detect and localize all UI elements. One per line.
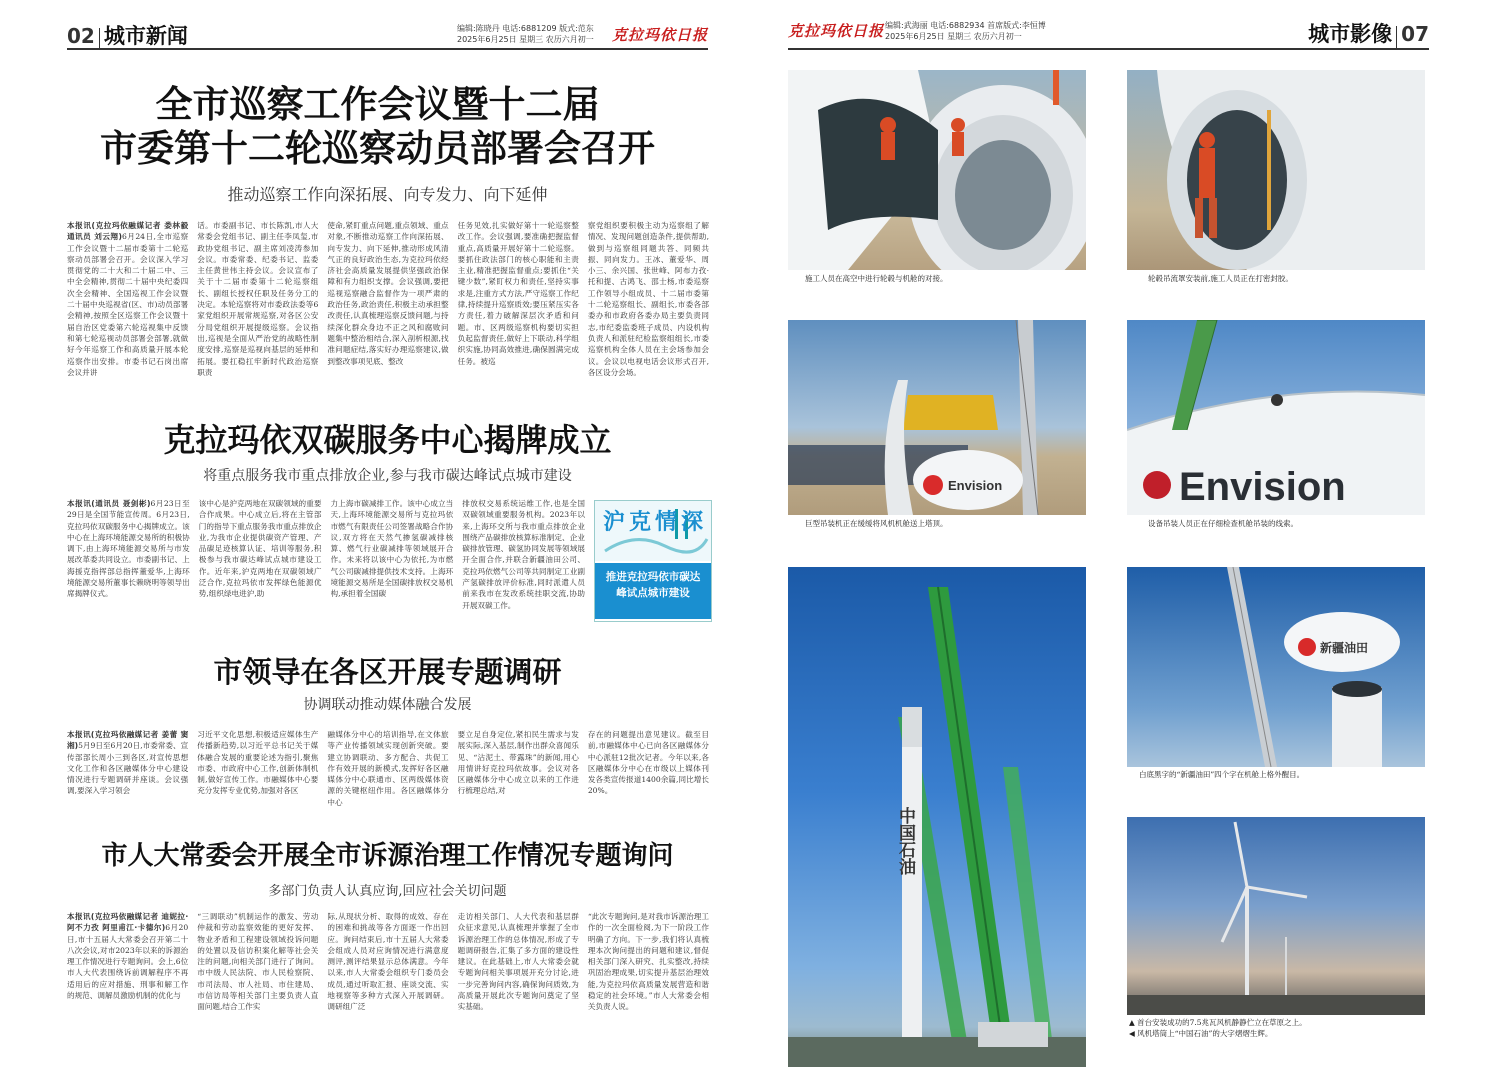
article4-col-2: “三调联动”机制运作的激发、劳动仲裁和劳动监察效能的更好发挥、物业矛盾和工程建设领域投诉问题的处置以及信访积案化解等社会关注的问题,向相关部门进行了询问。市中级人民法院、市人民检察院、市司法局、市人社局、市住建局、市信访局等相关部门主要负责人直面问题,结合工作实 [197, 912, 319, 1012]
article3-col-3: 融媒体分中心的培训指导,在文体旅等产业传播领域实现创新突破。要建立协调联动、多方配合、共促工作有效开展的新模式,发挥好各区融媒体分中心联通市、区两级媒体资源的关键枢纽作用。各区融媒体分中心 [327, 730, 449, 807]
caption-3: 巨型吊装机正在缓缓将风机机舱送上塔顶。 [805, 519, 948, 528]
photo-turbine-art [1127, 817, 1425, 1015]
article3-text-1: 5月9日至6月20日,市委常委、宣传部部长周小三到各区,对宣传思想文化工作和各区融媒体分中心建设情况进行专题调研并座谈。会议强调,要深入学习领会 [67, 741, 189, 796]
editor-meta [457, 23, 594, 45]
article3-col-5: 存在的问题提出意见建议。截至目前,市融媒体中心已向各区融媒体分中心派驻12批次记者。今年以来,各区融媒体分中心在市级以上媒体刊发各类宣传报道1400余篇,同比增长20%。 [587, 730, 710, 796]
article3-byline: 本报讯(克拉玛依融媒记者 姜蕾 窦湘) [67, 730, 189, 751]
photo-crane-nacelle [788, 320, 1086, 515]
article4-col-1 [67, 911, 188, 1046]
article1-title-line2: 市委第十二轮巡察动员部署会召开 [100, 127, 655, 170]
caption-2: 轮毂吊流罩安装前,施工人员正在打密封胶。 [1148, 274, 1293, 283]
page-number: 02 [67, 24, 95, 48]
badge-text: 推进克拉玛依市碳达峰试点城市建设 [595, 563, 711, 619]
article3-title: 市领导在各区开展专题调研 [213, 655, 562, 689]
article4-title: 市人大常委会开展全市诉源治理工作情况专题询问 [101, 841, 674, 871]
photo-turbine [1127, 817, 1425, 1015]
article1-col-1 [67, 220, 188, 390]
article4-byline: 本报讯(克拉玛依融媒记者 迪妮拉·阿不力孜 阿里甫江·卡德尔) [67, 912, 189, 933]
left-header [67, 14, 708, 50]
photo-tower-crane-art [788, 567, 1086, 1067]
column-badge [594, 500, 712, 622]
article1-title [0, 83, 755, 171]
article2-col-4: 排放权交易系统运维工作,也是全国双碳领域重要服务机构。2023年以来,上海环交所与我市重点排放企业围绕产品碳排放核算标准制定、企业碳排放管理、碳氢协同发展等领域展开全面合作,并联合新疆油田公司、克拉玛依燃气公司等共同制定工业副产氢碳排放评价标准,同时派遣人员前来我市在发改系统挂职交流,协助开展双碳工作。 [462, 499, 585, 610]
section-name-right: 城市影像 [1308, 21, 1393, 46]
tower-text: 中国石油 [895, 807, 915, 875]
photo-envision-nacelle-art [1127, 320, 1425, 515]
article2-body [67, 498, 585, 623]
page-number-right: 07 [1401, 22, 1429, 46]
caption-4: 设备吊装人员正在仔细检查机舱吊装的线索。 [1148, 519, 1298, 528]
article1-col-4: 任务见效,扎实做好第十一轮巡察整改工作。会议强调,要准确把握监督重点,高质量开展好第十二轮巡察。要抓住政法部门的核心职能和主责主业,精准把握监督重点;要抓住“关键少数”,紧盯权力和责任,坚持实事求是,注重方式方法,严守巡察工作纪律,持续提升巡察质效;要压紧压实各方责任,着力破解深层次矛盾和问题。市、区两级巡察机构要切实担负起监督责任,做好上下联动,科学组织实施,协同高效推进,确保圆满完成任务。被巡 [457, 221, 579, 366]
photo-sealing-art [1127, 70, 1425, 270]
nacelle-brand-2: Envision [1179, 465, 1346, 509]
article2-col-1 [67, 498, 190, 623]
badge-title: 沪克情深 [603, 509, 708, 535]
article1-text-1: 6月24日,全市巡察工作会议暨十二届市委第十二轮巡察动员部署会召开。会议深入学习贯彻党的二十大和二十届二中、三中全会精神,贯彻二十届中央纪委四次全会精神、全国巡视工作会议暨二十届中央巡视省(区、市)动员部署会精神,按照全区巡察工作会议暨十届自治区党委第六轮巡视集中反馈和第七轮巡视动员部署会部署,就做好今年巡察工作和高质量开展本轮巡察作出安排。市委书记石岗出席会议并讲 [67, 232, 189, 377]
article2-text-1: 6月23日至29日是全国节能宣传周。6月23日,克拉玛依双碳服务中心揭牌成立。该中心在上海环境能源交易所的积极协调下,由上海环境能源交易所与市发展改革委共同设立。市委副书记、上海援克指挥部总指挥董爱华,上海环境能源交易所董事长赖晓明等领导出席揭牌仪式。 [67, 499, 190, 599]
article2-byline: 本报讯(通讯员 聂剑彬) [67, 499, 151, 508]
right-page [755, 0, 1500, 1091]
article1-title-line1: 全市巡察工作会议暨十二届 [155, 83, 600, 126]
article2-subtitle: 将重点服务我市重点排放企业,参与我市碳达峰试点城市建设 [203, 468, 572, 484]
right-section [1308, 18, 1429, 48]
article1-col-5: 察党组织要积极主动为巡察组了解情况、发现问题创造条件,提供帮助,做到与巡察组同题共答、同频共振、同向发力。王冰、董爱华、周小三、余兴国、张世峰、阿布力孜·托和提、古鸿飞、邵士杨,市委巡察工作领导小组成员、十二届市委第十二轮巡察组长、副组长,市委各部委办和市政府各委办局主要负责同志,市纪委监委班子成员、内设机构负责人和派驻纪检监察组组长,市委巡察机构全体人员在主会场参加会议。会议以电视电话会议形式召开,各区设分会场。 [587, 221, 710, 377]
caption-7 [1129, 1017, 1307, 1039]
photo-crane-nacelle-art [788, 320, 1086, 515]
article4-col-4: 走访相关部门、人大代表和基层群众征求意见,认真梳理并掌握了全市诉源治理工作的总体情况,形成了专题调研报告,汇集了多方面的建设性建议。在此基础上,市人大常委会就专题询问相关事项展开充分讨论,进一步完善询问内容,确保询问质效,为高质量开展此次专题询问奠定了坚实基础。 [457, 912, 579, 1012]
section-name: 城市新闻 [103, 23, 188, 48]
nacelle-oilfield-text: 新疆油田 [1320, 641, 1369, 655]
article4-subtitle: 多部门负责人认真应询,回应社会关切问题 [268, 884, 507, 899]
meta-right-line-2: 2025年6月25日 星期三 农历六月初一 [885, 32, 1022, 41]
photo-hub-docking-art [788, 70, 1086, 270]
newspaper-logo: 克拉玛依日报 [612, 26, 709, 44]
photo-oilfield-nacelle-art [1127, 567, 1425, 767]
meta-line-1: 编辑:陈晓丹 电话:6881209 版式:范东 [457, 24, 594, 33]
article4-text-1: 6月20日,市十五届人大常委会召开第二十八次会议,对市2023年以来的诉源治理工作情况进行专题询问。会上,6位市人大代表围绕诉前调解程序不再适用后的应对措施、刑事和解工作的规范、调解员激励机制的优化与 [67, 923, 189, 1001]
right-header [788, 14, 1429, 50]
article4-body [67, 911, 709, 1046]
article4-col-5: “此次专题询问,是对我市诉源治理工作的一次全面检阅,为下一阶段工作明确了方向。下一步,我们将认真梳理本次询问提出的问题和建议,督促相关部门深入研究、扎实整改,持续巩固治理成果,切实提升基层治理效能,为克拉玛依高质量发展营造和谐稳定的社会环境。”市人大常委会相关负责人说。 [587, 912, 710, 1012]
article3-subtitle: 协调联动推动媒体融合发展 [303, 697, 472, 713]
article3-col-2: 习近平文化思想,积极适应媒体生产传播新趋势,以习近平总书记关于媒体融合发展的重要论述为指引,聚焦市委、市政府中心工作,创新体制机制,做好宣传工作。市融媒体中心要充分发挥专业优势,加强对各区 [197, 730, 319, 796]
newspaper-logo-right: 克拉玛依日报 [788, 22, 885, 40]
article2-col-2: 该中心是沪克两地在双碳领域的重要合作成果。中心成立后,将在主管部门的指导下重点服务我市重点排放企业,为我市企业提供碳资产管理、产品碳足迹核算认证、培训等服务,积极参与我市碳达峰试点城市建设工作。近年来,沪克两地在双碳领域广泛合作,克拉玛依市发挥绿色能源优势,组织绿电进沪,助 [198, 499, 322, 599]
article3-col-4: 要立足自身定位,紧扣民生需求与发展实际,深入基层,制作出群众喜闻乐见、“沾泥土、带露珠”的新闻,用心用情讲好克拉玛依故事。会议对各区融媒体分中心成立以来的工作进行梳理总结,对 [457, 730, 579, 796]
article1-col-2: 话。市委副书记、市长陈凯,市人大常委会党组书记、副主任李凤玺,市政协党组书记、副主席刘凌涛参加会议。市委常委、纪委书记、监委主任黄世伟主持会议。会议宣布了关于十二届市委第十二轮巡察组长、副组长授权任职及任务分工的决定。本轮巡察将对市委政法委等6家党组织开展常规巡察,对各区公安分局党组织开展提级巡察。会议指出,巡视是全面从严治党的战略性制度安排,巡察是巡视向基层的延伸和拓展。要扛稳扛牢新时代政治巡察职责 [197, 221, 319, 377]
caption-1: 施工人员在高空中进行轮毂与机舱的对接。 [805, 274, 948, 283]
article2-col-3: 力上海市碳减排工作。该中心成立当天,上海环境能源交易所与克拉玛依市燃气有限责任公司签署战略合作协议,双方将在天然气掺氢碳减排核算、燃气行业碳减排等领域展开合作。未来将以该中心为依托,为市燃气公司碳减排提供技术支持。上海环境能源交易所是全国碳排放权交易机构,承担着全国碳 [330, 499, 454, 599]
nacelle-brand-1: Envision [948, 478, 1003, 493]
article3-col-1 [67, 729, 188, 821]
editor-meta-right [885, 20, 1046, 42]
article3-body [67, 729, 709, 821]
article2-title: 克拉玛依双碳服务中心揭牌成立 [163, 421, 612, 459]
meta-right-line-1: 编辑:武海丽 电话:6882934 首席版式:李恒博 [885, 21, 1046, 30]
article4-col-3: 际,从现状分析、取得的成效、存在的困难和挑战等各方面逐一作出回应。询问结束后,市十五届人大常委会组成人员对应询情况进行满意度测评,测评结果显示总体满意。今年以来,市人大常委会组织专门委员会成员,通过听取汇报、座谈交流、实地视察等多种方式深入开展调研。调研组广泛 [327, 912, 449, 1012]
photo-hub-docking [788, 70, 1086, 270]
photo-envision-nacelle [1127, 320, 1425, 515]
article1-body [67, 220, 709, 390]
caption-7-line1: ▲ 首台安装成功的7.5兆瓦风机静静伫立在草原之上。 [1129, 1018, 1307, 1027]
article1-col-3: 使命,紧盯重点问题,重点领域、重点对象,不断推动巡察工作向深拓展、向专发力、向下延伸,推动形成风清气正的良好政治生态,为克拉玛依经济社会高质量发展提供坚强政治保障和有力组织支撑。会议强调,要把巡视巡察融合监督作为一项严肃的政治任务,政治责任,积极主动承担整改责任,认真梳理巡察反馈问题,与持续深化群众身边不正之风和腐败问题集中整治相结合,深入剖析根源,找准问题症结,落实好办理巡察建议,做到整改事项见底、整改 [327, 221, 449, 366]
meta-line-2: 2025年6月25日 星期三 农历六月初一 [457, 35, 594, 44]
caption-7-line2: ◀ 风机塔筒上“中国石油”的大字熠熠生辉。 [1129, 1029, 1273, 1038]
caption-6: 白底黑字的“新疆油田”四个字在机舱上格外醒目。 [1139, 770, 1305, 779]
photo-sealing [1127, 70, 1425, 270]
photo-oilfield-nacelle [1127, 567, 1425, 767]
photo-tower-crane [788, 567, 1086, 1067]
article1-subtitle: 推动巡察工作向深拓展、向专发力、向下延伸 [227, 185, 548, 204]
article1-byline: 本报讯(克拉玛依融媒记者 娄林毅 通讯员 刘云翔) [67, 221, 189, 242]
